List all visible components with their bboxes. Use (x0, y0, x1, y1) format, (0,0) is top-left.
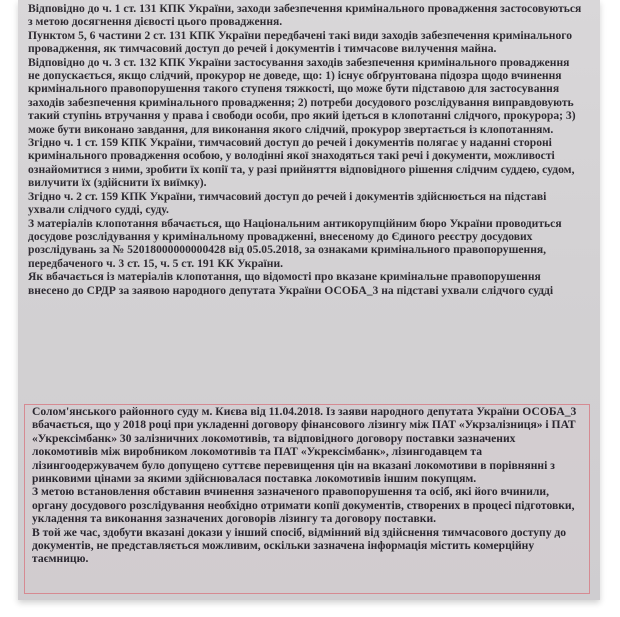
paragraph-1: Відповідно до ч. 1 ст. 131 КПК України, заходи забезпечення кримінального провадження застосовуються з метою досягнення дієвості цього провадження. (28, 2, 582, 29)
highlighted-section (32, 405, 584, 566)
highlighted-paragraph-3: В той же час, здобути вказані докази у інший спосіб, відмінний від здійснення тимчасового доступу до документів, не представляється можливим, оскільки зазначена інформація містить комерційну таємницю. (32, 525, 567, 566)
document-body (28, 2, 584, 297)
paragraph-5: Згідно ч. 2 ст. 159 КПК України, тимчасовий доступ до речей і документів здійснюється на підставі ухвали слідчого судді, суду. (28, 189, 547, 217)
paragraph-6: З матеріалів клопотання вбачається, що Національним антикорупційним бюро України проводиться досудове розслідування у кримінальному провадженні, внесеному до Єдиного реєстру досудових розслідувань за № 52018000000000428 від 05.05.2018, за ознаками кримінального правопорушення, передбаченого ч. 3 ст. 15, ч. 5 ст. 191 КК України. (28, 216, 562, 270)
paragraph-4: Згідно ч. 1 ст. 159 КПК України, тимчасовий доступ до речей і документів полягає у наданні стороні кримінального провадження особою, у володінні якої знаходяться такі речі і документи, можливості ознайомитися з ними, зробити їх копії та, у разі прийняття відповідного рішення слідчим суддею, судом, вилучити їх (здійснити їх виїмку). (28, 136, 575, 190)
paragraph-7: Як вбачається із матеріалів клопотання, що відомості про вказане кримінальне правопорушення внесено до СРДР за заявою народного депутата України ОСОБА_3 на підставі ухвали слідчого судді (28, 270, 554, 297)
highlighted-paragraph-1: Солом'янського районного суду м. Києва від 11.04.2018. Із заяви народного депутата України ОСОБА_3 вбачається, що у 2018 році при укладенні договору фінансового лізингу між ПАТ «Укрзалізниця» і ПАТ «Укрексімбанк» 30 залізничних локомотивів, та відповідного договору поставки зазначених локомотивів між виробником локомотивів та ПАТ «Укрексімбанк», лізингодавцем та лізингоодержувачем було допущено суттєве перевищення цін на вказані локомотиви в порівнянні з ринковими цінами за якими здійснювалася поставка локомотивів іншим покупцям. (32, 405, 577, 486)
paragraph-2: Пунктом 5, 6 частини 2 ст. 131 КПК України передбачені такі види заходів забезпечення кримінального провадження, як тимчасовий доступ до речей і документів і тимчасове вилучення майна. (28, 28, 573, 56)
paragraph-3: Відповідно до ч. 3 ст. 132 КПК України застосування заходів забезпечення кримінального провадження не допускається, якщо слідчий, прокурор не доведе, що: 1) існує обґрунтована підозра щодо вчинення кримінального правопорушення такого ступеня тяжкості, що може бути підставою для застосування заходів забезпечення кримінального провадження; 2) потреби досудового розслідування виправдовують такий ступінь втручання у права і свободи особи, про який ідеться в клопотанні слідчого, прокурора; 3) може бути виконано завдання, для виконання якого слідчий, прокурор звертається із клопотанням. (28, 55, 576, 136)
highlighted-paragraph-2: З метою встановлення обставин вчинення зазначеного правопорушення та осіб, які його вчинили, органу досудового розслідування необхідно отримати копії документів, створених в процесі підготовки, укладення та виконання зазначених договорів лізингу та договору поставки. (32, 485, 575, 526)
